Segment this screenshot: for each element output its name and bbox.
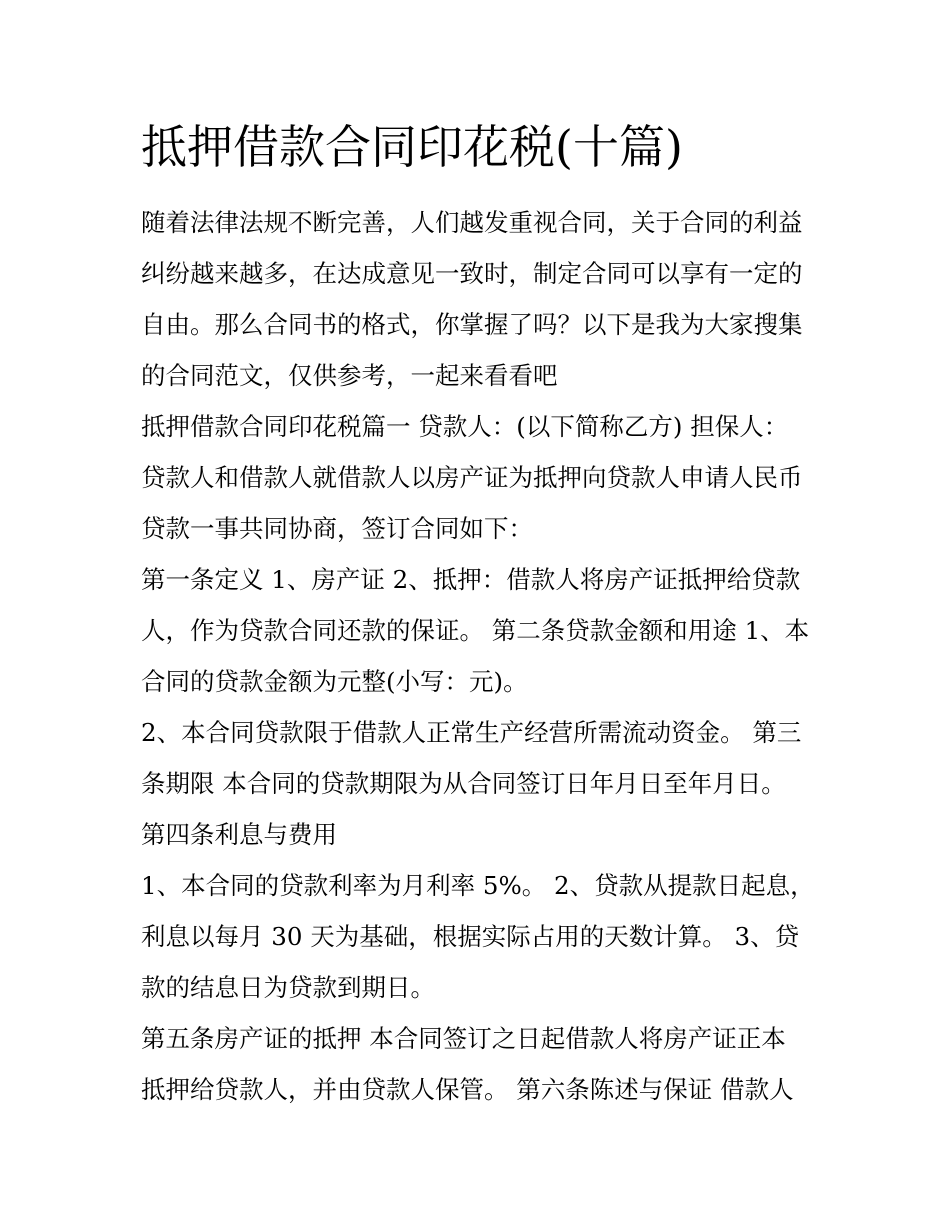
paragraph-line: 第四条利息与费用 — [141, 820, 337, 849]
paragraph-line: 抵押给贷款人，并由贷款人保管。 第六条陈述与保证 借款人 — [141, 1075, 794, 1104]
paragraph-line: 合同的贷款金额为元整(小写：元)。 — [141, 667, 528, 696]
paragraph-line: 款的结息日为贷款到期日。 — [141, 973, 435, 1002]
paragraph-line: 贷款一事共同协商，签订合同如下： — [141, 514, 533, 543]
paragraph-line: 2、本合同贷款限于借款人正常生产经营所需流动资金。 第三 — [141, 718, 802, 747]
paragraph-line: 第五条房产证的抵押 本合同签订之日起借款人将房产证正本 — [141, 1024, 786, 1053]
paragraph-line: 条期限 本合同的贷款期限为从合同签订日年月日至年月日。 — [141, 769, 786, 798]
paragraph-line: 随着法律法规不断完善，人们越发重视合同，关于合同的利益 — [141, 208, 803, 237]
paragraph-line: 第一条定义 1、房产证 2、抵押：借款人将房产证抵押给贷款 — [141, 565, 801, 594]
paragraph-line: 纠纷越来越多，在达成意见一致时，制定合同可以享有一定的 — [141, 259, 803, 288]
paragraph-line: 人，作为贷款合同还款的保证。 第二条贷款金额和用途 1、本 — [141, 616, 810, 645]
document-title: 抵押借款合同印花税(十篇) — [141, 120, 683, 174]
paragraph-line: 的合同范文，仅供参考，一起来看看吧 — [141, 361, 558, 390]
paragraph-line: 贷款人和借款人就借款人以房产证为抵押向贷款人申请人民币 — [141, 463, 803, 492]
paragraph-line: 1、本合同的贷款利率为月利率 5%。 2、贷款从提款日起息， — [141, 871, 815, 900]
paragraph-line: 利息以每月 30 天为基础，根据实际占用的天数计算。 3、贷 — [141, 922, 800, 951]
paragraph-line: 自由。那么合同书的格式，你掌握了吗？以下是我为大家搜集 — [141, 310, 803, 339]
paragraph-line: 抵押借款合同印花税篇一 贷款人：(以下简称乙方) 担保人： — [141, 412, 789, 441]
